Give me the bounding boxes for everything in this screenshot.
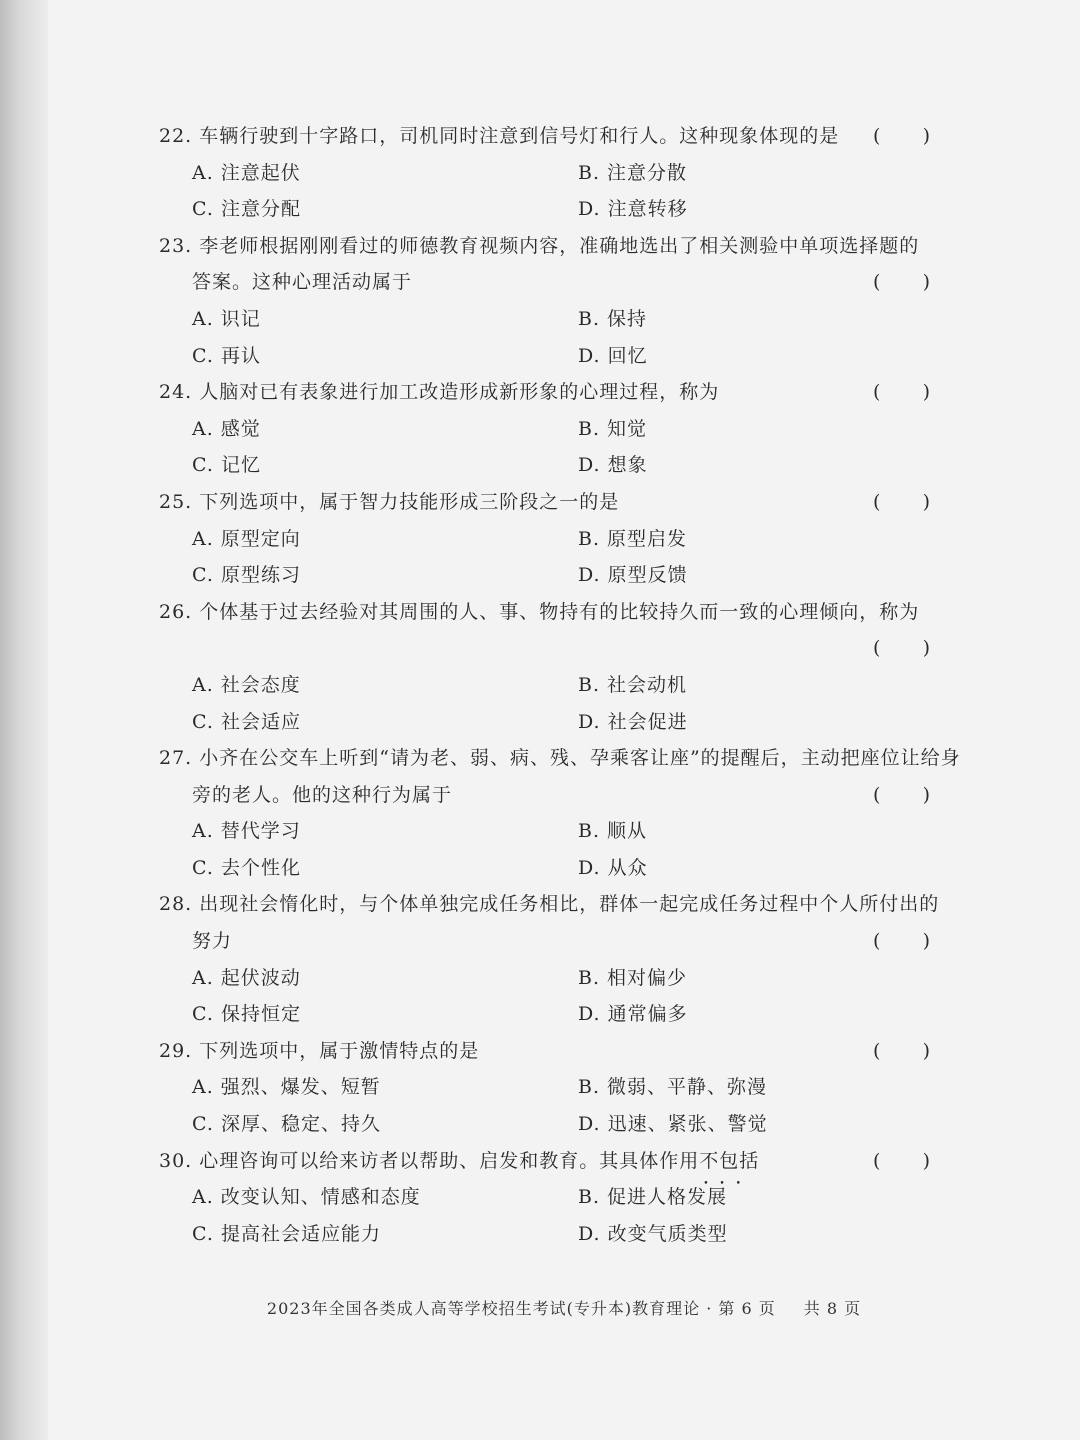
question-stem: 29. 下列选项中，属于激情特点的是	[159, 1039, 480, 1062]
option-row	[159, 557, 931, 594]
paren-open: (	[873, 783, 882, 806]
option-d: D. 通常偏多	[578, 1003, 688, 1026]
option-c: C. 保持恒定	[192, 1003, 301, 1026]
question-line	[159, 630, 931, 667]
question-stem-cont: 答案。这种心理活动属于	[192, 271, 413, 294]
option-d: D. 原型反馈	[578, 564, 688, 587]
option-d: D. 注意转移	[578, 198, 688, 221]
option-d: D. 迅速、紧张、警觉	[578, 1113, 768, 1136]
question-line	[159, 777, 931, 814]
option-row	[159, 960, 931, 997]
paren-close: )	[922, 1149, 931, 1172]
option-b: B. 促进人格发展	[578, 1186, 728, 1209]
question-26	[159, 594, 931, 740]
page-footer	[48, 1296, 1080, 1319]
paren-close: )	[922, 490, 931, 513]
question-list	[159, 118, 961, 1252]
paren-open: (	[873, 930, 882, 953]
question-stem: 24. 人脑对已有表象进行加工改造形成新形象的心理过程，称为	[159, 381, 720, 404]
question-stem: 26. 个体基于过去经验对其周围的人、事、物持有的比较持久而一致的心理倾向，称为	[159, 600, 920, 623]
question-23	[159, 228, 931, 374]
option-a: A. 原型定向	[192, 527, 301, 550]
option-c: C. 记忆	[192, 454, 261, 477]
option-d: D. 想象	[578, 454, 648, 477]
exam-page	[48, 0, 1080, 1440]
option-c: C. 去个性化	[192, 856, 301, 879]
answer-paren	[873, 630, 931, 667]
scan-shadow	[0, 0, 48, 1440]
paren-close: )	[922, 271, 931, 294]
footer-exam-info: 2023年全国各类成人高等学校招生考试(专升本)教育理论 · 第 6 页	[266, 1299, 776, 1318]
option-a: A. 注意起伏	[192, 161, 301, 184]
question-29	[159, 1033, 931, 1143]
footer-total-pages: 共 8 页	[803, 1299, 862, 1318]
option-c: C. 注意分配	[192, 198, 301, 221]
question-25	[159, 484, 931, 594]
option-row	[159, 155, 931, 192]
option-row	[159, 996, 931, 1033]
answer-paren	[873, 118, 931, 155]
question-line	[159, 264, 931, 301]
question-line	[159, 484, 931, 521]
option-row	[159, 1106, 931, 1143]
question-line	[159, 740, 961, 777]
option-a: A. 强烈、爆发、短暂	[192, 1076, 381, 1099]
question-stem: 23. 李老师根据刚刚看过的师德教育视频内容，准确地选出了相关测验中单项选择题的	[159, 234, 920, 257]
option-d: D. 从众	[578, 856, 648, 879]
paren-open: (	[873, 1039, 882, 1062]
option-a: A. 起伏波动	[192, 966, 301, 989]
paren-close: )	[922, 381, 931, 404]
option-a: A. 识记	[192, 307, 261, 330]
question-28	[159, 886, 940, 1032]
option-b: B. 注意分散	[578, 161, 688, 184]
question-stem: 25. 下列选项中，属于智力技能形成三阶段之一的是	[159, 490, 620, 513]
option-row	[159, 667, 931, 704]
question-stem-cont: 努力	[192, 930, 233, 953]
option-c: C. 提高社会适应能力	[192, 1222, 381, 1245]
answer-paren	[873, 1033, 931, 1070]
paren-open: (	[873, 490, 882, 513]
option-a: A. 改变认知、情感和态度	[192, 1186, 421, 1209]
option-b: B. 社会动机	[578, 673, 688, 696]
answer-paren	[873, 777, 931, 814]
option-row	[159, 411, 931, 448]
option-row	[159, 850, 931, 887]
option-row	[159, 338, 931, 375]
question-24	[159, 374, 931, 484]
paren-close: )	[922, 783, 931, 806]
option-c: C. 深厚、稳定、持久	[192, 1113, 381, 1136]
paren-open: (	[873, 125, 882, 147]
paren-close: )	[922, 930, 931, 953]
option-row	[159, 1179, 931, 1216]
option-b: B. 顺从	[578, 820, 648, 843]
option-row	[159, 1069, 931, 1106]
question-30	[159, 1143, 931, 1253]
answer-paren	[873, 264, 931, 301]
question-line	[159, 1033, 931, 1070]
option-d: D. 社会促进	[578, 710, 688, 733]
paren-open: (	[873, 1149, 882, 1172]
answer-paren	[873, 1143, 931, 1180]
question-27	[159, 740, 961, 886]
question-stem: 22. 车辆行驶到十字路口，司机同时注意到信号灯和行人。这种现象体现的是	[159, 125, 840, 147]
question-stem: 28. 出现社会惰化时，与个体单独完成任务相比，群体一起完成任务过程中个人所付出的	[159, 893, 940, 916]
question-line	[159, 594, 931, 631]
option-b: B. 微弱、平静、弥漫	[578, 1076, 768, 1099]
question-line	[159, 228, 931, 265]
paren-open: (	[873, 381, 882, 404]
option-a: A. 感觉	[192, 417, 261, 440]
option-row	[159, 521, 931, 558]
question-line	[159, 1143, 931, 1180]
paren-close: )	[922, 125, 931, 147]
paren-close: )	[922, 637, 931, 660]
option-row	[159, 191, 931, 228]
option-c: C. 原型练习	[192, 564, 301, 587]
paren-close: )	[922, 1039, 931, 1062]
answer-paren	[873, 923, 931, 960]
option-d: D. 改变气质类型	[578, 1222, 728, 1245]
paren-open: (	[873, 271, 882, 294]
option-c: C. 再认	[192, 344, 261, 367]
paren-open: (	[873, 637, 882, 660]
question-line	[159, 923, 931, 960]
option-d: D. 回忆	[578, 344, 648, 367]
question-stem: 30. 心理咨询可以给来访者以帮助、启发和教育。其具体作用	[159, 1149, 700, 1172]
option-b: B. 原型启发	[578, 527, 688, 550]
option-row	[159, 813, 931, 850]
answer-paren	[873, 374, 931, 411]
question-stem: 27. 小齐在公交车上听到“请为老、弱、病、残、孕乘客让座”的提醒后，主动把座位让给身	[159, 747, 961, 770]
option-row	[159, 704, 931, 741]
option-a: A. 社会态度	[192, 673, 301, 696]
option-b: B. 相对偏少	[578, 966, 688, 989]
option-row	[159, 447, 931, 484]
option-b: B. 知觉	[578, 417, 648, 440]
question-line	[159, 374, 931, 411]
question-line	[159, 886, 940, 923]
option-b: B. 保持	[578, 307, 648, 330]
option-row	[159, 1216, 931, 1253]
option-a: A. 替代学习	[192, 820, 301, 843]
question-stem-cont: 旁的老人。他的这种行为属于	[192, 783, 453, 806]
emphasis-not-include: 不包括 • • •	[699, 1143, 759, 1180]
option-row	[159, 301, 931, 338]
option-c: C. 社会适应	[192, 710, 301, 733]
answer-paren	[873, 484, 931, 521]
question-line	[159, 118, 931, 155]
question-22	[159, 118, 931, 228]
